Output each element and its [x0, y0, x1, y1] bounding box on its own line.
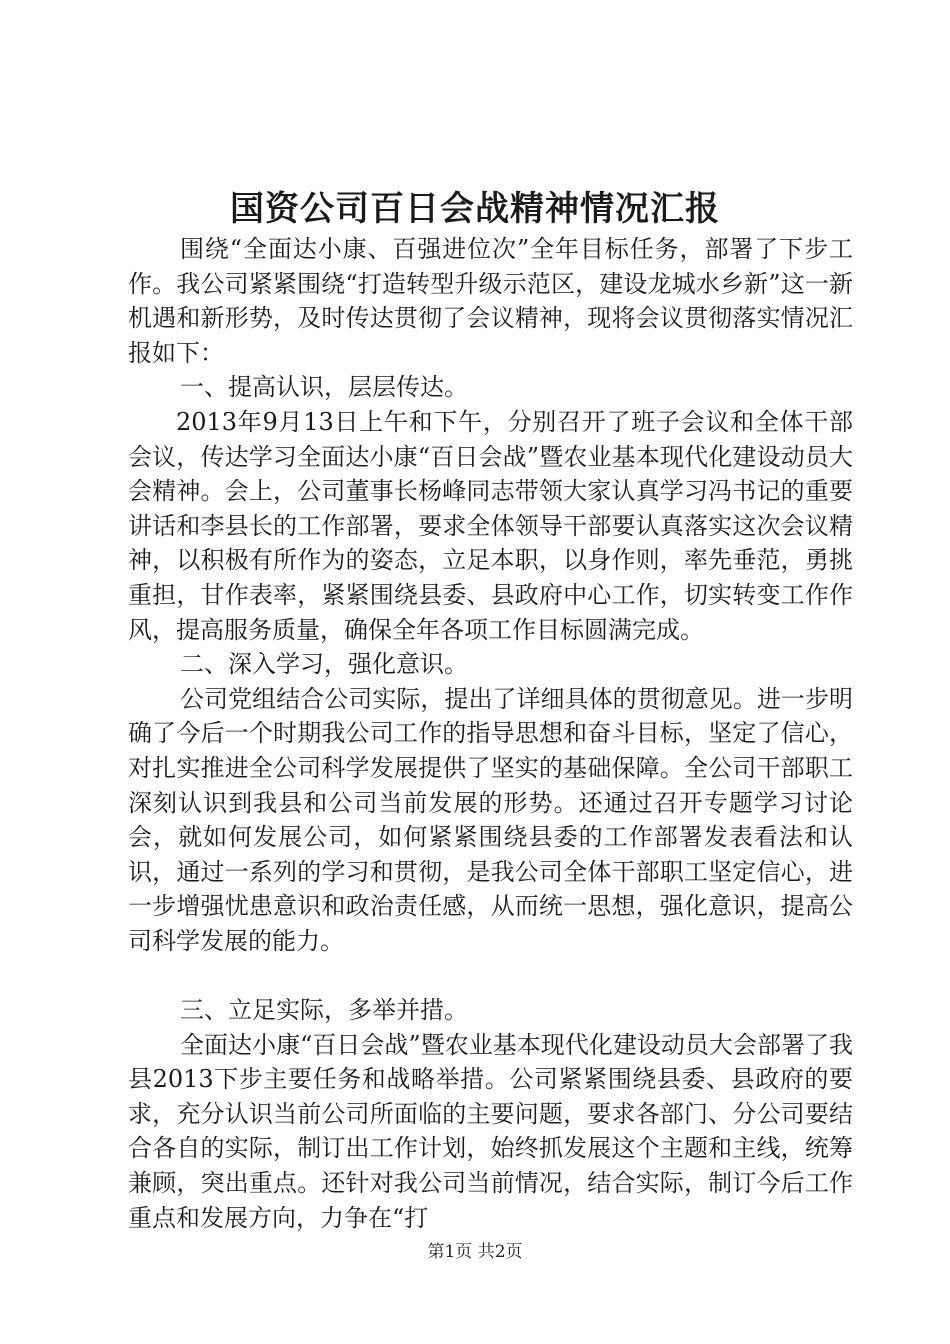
document-title: 国资公司百日会战精神情况汇报	[230, 189, 720, 229]
section-2-paragraph: 公司党组结合公司实际，提出了详细具体的贯彻意见。进一步明确了今后一个时期我公司工作的指导思想和奋斗目标，坚定了信心，对扎实推进全公司科学发展提供了坚实的基础保障。全公司干部职工深刻认识到我县和公司当前发展的形势。还通过召开专题学习讨论会，就如何发展公司，如何紧紧围绕县委的工作部署发表看法和认识，通过一系列的学习和贯彻，是我公司全体干部职工坚定信心，进一步增强忧患意识和政治责任感，从而统一思想，强化意识，提高公司科学发展的能力。	[128, 684, 853, 955]
section-3-paragraph: 全面达小康“百日会战”暨农业基本现代化建设动员大会部署了我县2013下步主要任务和战略举措。公司紧紧围绕县委、县政府的要求，充分认识当前公司所面临的主要问题，要求各部门、分公司要结合各自的实际，制订出工作计划，始终抓发展这个主题和主线，统筹兼顾，突出重点。还针对我公司当前情况，结合实际，制订今后工作重点和发展方向，力争在“打	[128, 1030, 853, 1232]
paragraph-gap	[128, 958, 853, 993]
page-footer: 第1页 共2页	[427, 1242, 523, 1262]
document-body	[128, 232, 853, 1235]
section-heading-1: 一、提高认识，层层传达。	[180, 373, 468, 402]
section-heading-3: 三、立足实际，多举并措。	[180, 996, 468, 1025]
section-1-paragraph: 2013年9月13日上午和下午，分别召开了班子会议和全体干部会议，传达学习全面达小康“百日会战”暨农业基本现代化建设动员大会精神。会上，公司董事长杨峰同志带领大家认真学习冯书记的重要讲话和李县长的工作部署，要求全体领导干部要认真落实这次会议精神，以积极有所作为的姿态，立足本职，以身作则，率先垂范，勇挑重担，甘作表率，紧紧围绕县委、县政府中心工作，切实转变工作作风，提高服务质量，确保全年各项工作目标圆满完成。	[128, 407, 853, 644]
section-heading-2: 二、深入学习，强化意识。	[180, 650, 468, 679]
intro-paragraph: 围绕“全面达小康、百强进位次”全年目标任务，部署了下步工作。我公司紧紧围绕“打造转型升级示范区，建设龙城水乡新”这一新机遇和新形势，及时传达贯彻了会议精神，现将会议贯彻落实情况汇报如下：	[128, 235, 853, 367]
